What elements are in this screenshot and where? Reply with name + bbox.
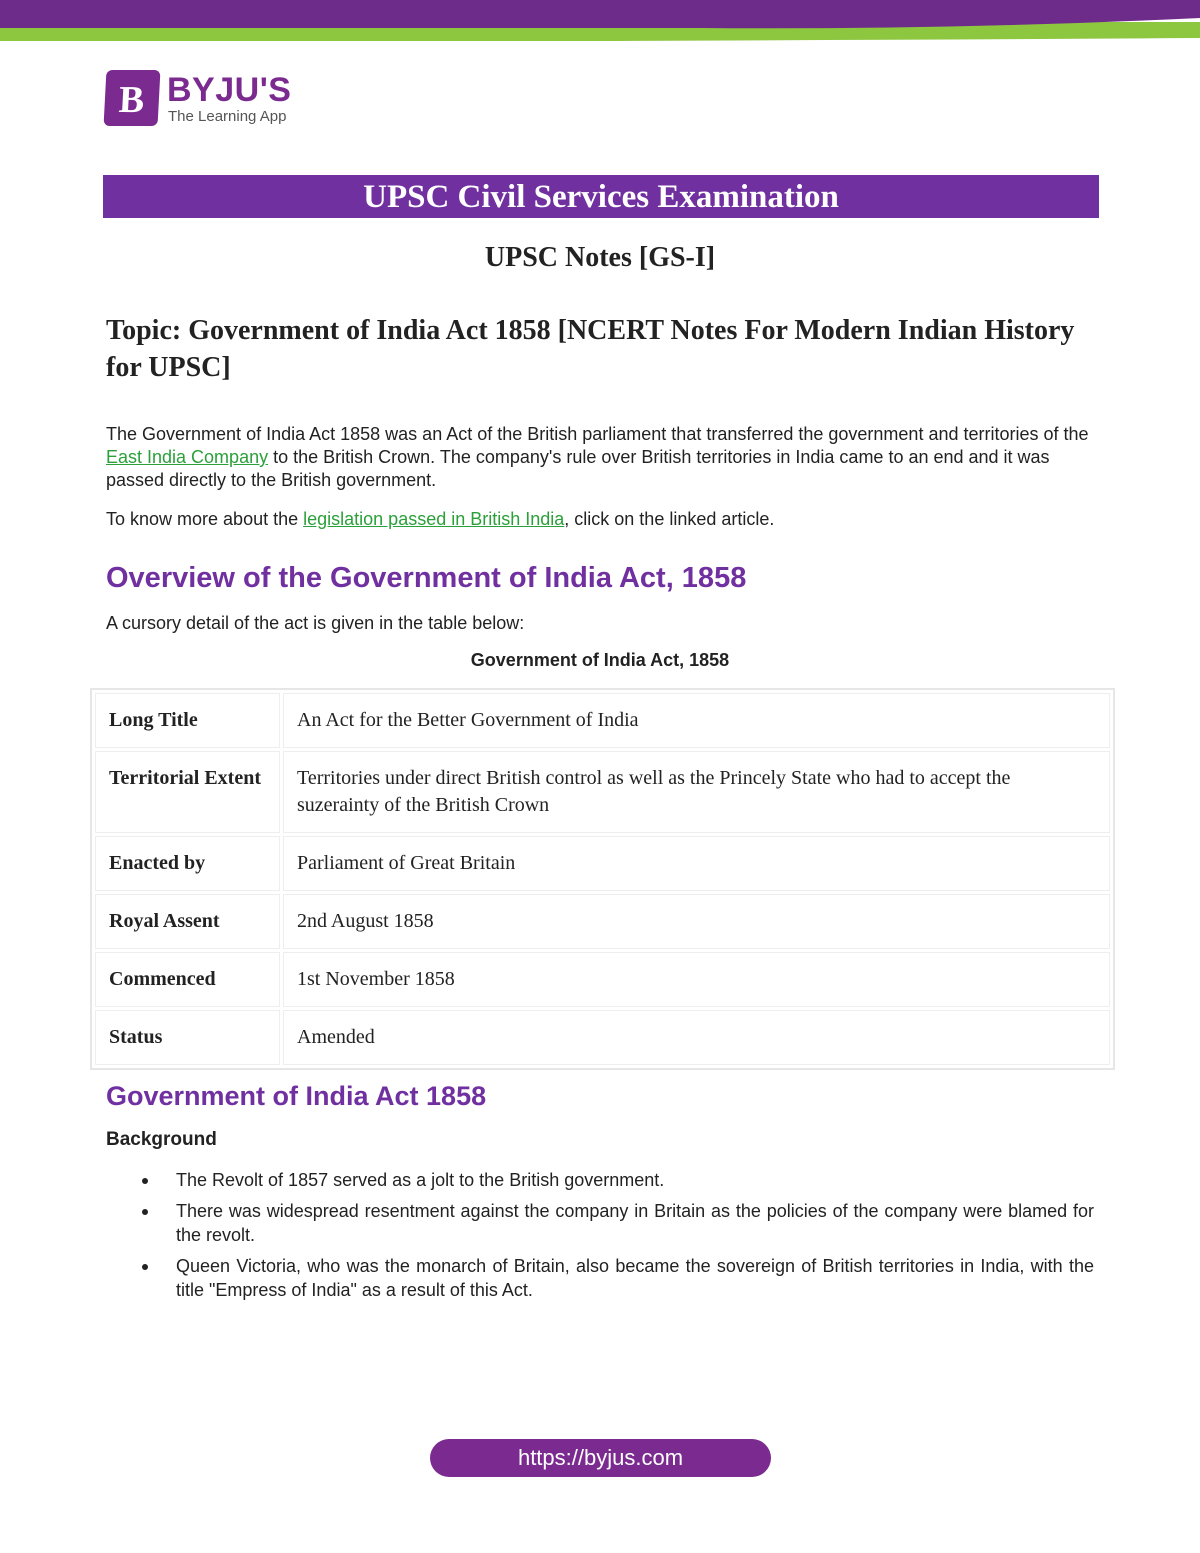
logo-mark-icon: B (104, 70, 161, 126)
table-row (95, 894, 1110, 949)
table-intro: A cursory detail of the act is given in the table below: (106, 613, 525, 633)
background-list (106, 1168, 1094, 1309)
overview-heading: Overview of the Government of India Act, 1858 (106, 562, 747, 594)
byjus-logo (105, 70, 315, 130)
row-key: Enacted by (95, 836, 280, 891)
table-row (95, 693, 1110, 748)
table-row (95, 836, 1110, 891)
table-row (95, 952, 1110, 1007)
more-info-paragraph: To know more about the legislation passed in British India, click on the linked article. (106, 509, 775, 529)
notes-subtitle: UPSC Notes [GS-I] (484, 242, 716, 273)
intro-paragraph: The Government of India Act 1858 was an Act of the British parliament that transferred the government and territories of the East India Company to the British Crown. The company's rule over British territories in India came to an end and it was passed directly to the British government. (106, 424, 1089, 490)
row-key: Territorial Extent (95, 751, 280, 833)
logo-name: BYJU'S (167, 71, 292, 109)
background-subheading: Background (106, 1129, 217, 1150)
row-value: 1st November 1858 (283, 952, 1110, 1007)
row-value: Amended (283, 1010, 1110, 1065)
list-item: Queen Victoria, who was the monarch of Britain, also became the sovereign of British territories in India, with the title "Empress of India" as a result of this Act. (106, 1254, 1094, 1302)
row-value: Territories under direct British control as well as the Princely State who had to accept the suzerainty of the British Crown (283, 751, 1110, 833)
act-details-table (90, 688, 1115, 1070)
topic-heading: Topic: Government of India Act 1858 [NCERT Notes For Modern Indian History for UPSC] (106, 315, 1075, 383)
row-value: Parliament of Great Britain (283, 836, 1110, 891)
row-key: Royal Assent (95, 894, 280, 949)
website-link-button[interactable]: https://byjus.com (430, 1439, 771, 1477)
legislation-link[interactable]: legislation passed in British India (303, 509, 565, 529)
act-heading: Government of India Act 1858 (106, 1081, 487, 1111)
table-row (95, 1010, 1110, 1065)
exam-banner: UPSC Civil Services Examination (103, 175, 1099, 218)
header-band (0, 0, 1200, 45)
east-india-company-link[interactable]: East India Company (106, 447, 269, 467)
list-item: The Revolt of 1857 served as a jolt to the British government. (106, 1168, 1094, 1192)
table-row (95, 751, 1110, 833)
logo-tagline: The Learning App (168, 108, 287, 125)
list-item: There was widespread resentment against the company in Britain as the policies of the company were blamed for the revolt. (106, 1199, 1094, 1247)
row-value: 2nd August 1858 (283, 894, 1110, 949)
row-key: Long Title (95, 693, 280, 748)
row-key: Status (95, 1010, 280, 1065)
table-caption: Government of India Act, 1858 (470, 650, 730, 670)
row-value: An Act for the Better Government of India (283, 693, 1110, 748)
row-key: Commenced (95, 952, 280, 1007)
